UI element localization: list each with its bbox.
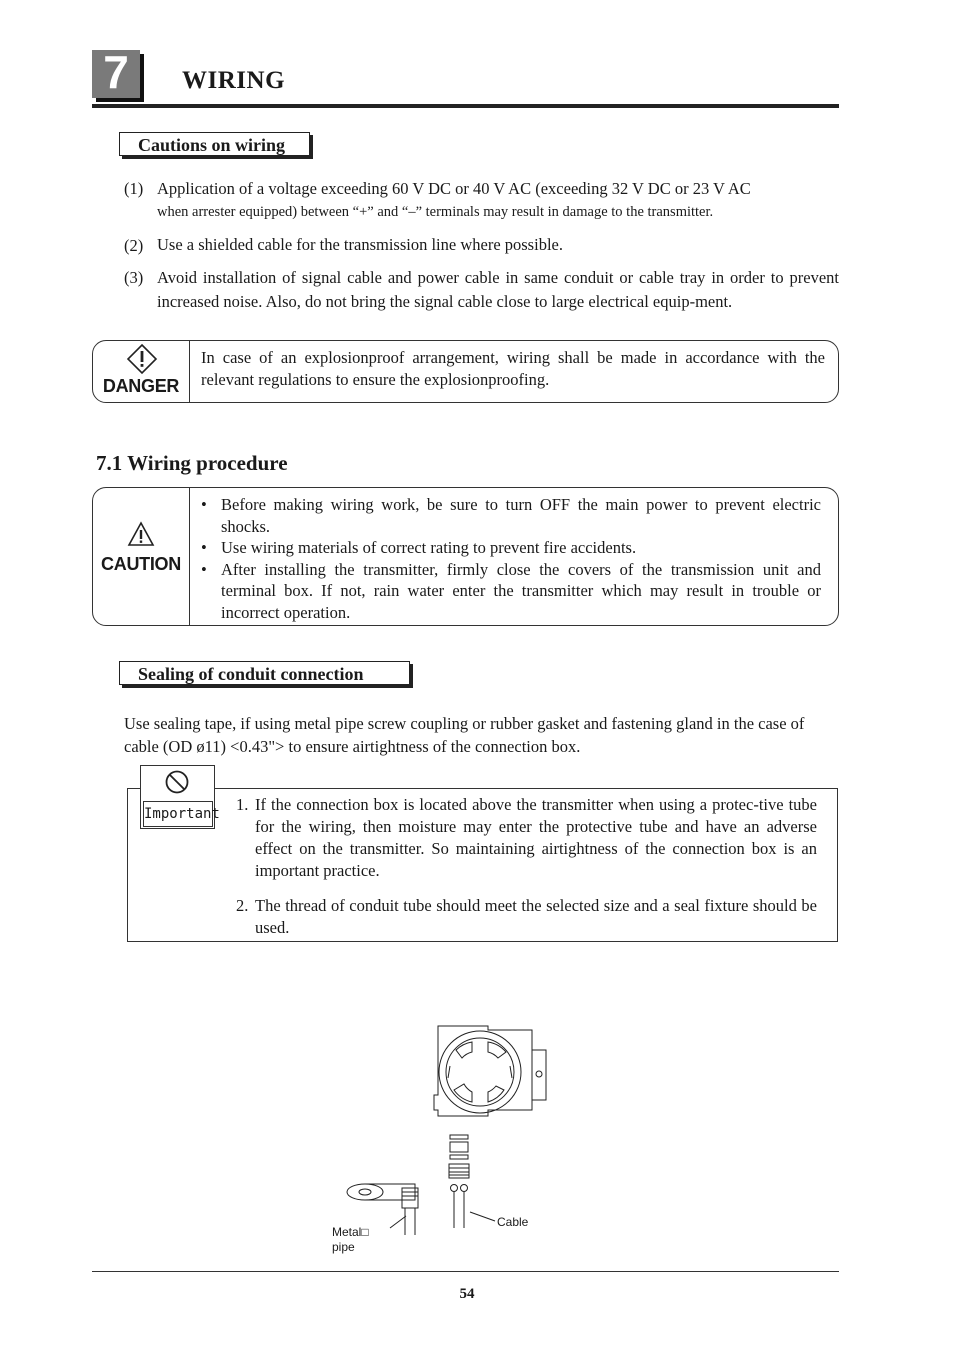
list-item-text: Avoid installation of signal cable and power cable in same conduit or cable tray in order to prevent increased noise. Also, do not bring the signal cable close to large electrical equip-ment. — [157, 268, 839, 311]
list-item-number: (2) — [124, 236, 144, 255]
list-item-number: (3) — [124, 268, 144, 287]
danger-text: In case of an explosionproof arrangement, wiring shall be made in accordance with the relevant regulations to ensure the explosionproofing. — [201, 348, 825, 389]
metal-pipe-label: Metal□ — [332, 1225, 369, 1239]
caution-divider — [189, 488, 190, 625]
header-rule — [92, 104, 839, 108]
important-label: Important — [143, 801, 213, 827]
sealing-paragraph: Use sealing tape, if using metal pipe screw coupling or rubber gasket and fastening gland in the case of cable (OD ø11) <0.43"> to ensure airtightness of the connection box. — [124, 714, 805, 756]
important-list — [236, 794, 817, 939]
cautions-heading: Cautions on wiring — [119, 132, 310, 156]
metal-pipe-label-2: pipe — [332, 1240, 355, 1254]
important-item: 2. The thread of conduit tube should meet the selected size and a seal fixture should be used. — [236, 896, 817, 937]
page-number: 54 — [459, 1286, 475, 1302]
caution-bullet: • Use wiring materials of correct rating to prevent fire accidents. — [201, 538, 637, 557]
chapter-number: 7 — [103, 46, 129, 98]
list-item-text: Application of a voltage exceeding 60 V DC or 40 V AC (exceeding 32 V DC or 23 V AC — [157, 179, 751, 198]
danger-label: DANGER — [102, 376, 180, 396]
list-item-text: Use a shielded cable for the transmission line where possible. — [157, 235, 563, 254]
sealing-heading: Sealing of conduit connection — [119, 661, 410, 685]
caution-bullet: • After installing the transmitter, firmly close the covers of the transmission unit and terminal box. If not, rain water enter the transmitter which may result in trouble or incorrect operation. — [201, 559, 821, 622]
caution-bullets — [201, 494, 821, 623]
chapter-title: WIRING — [182, 67, 286, 94]
danger-diamond-icon — [126, 343, 158, 380]
list-item-number: (1) — [124, 179, 144, 198]
danger-divider — [189, 341, 190, 402]
list-item-text: when arrester equipped) between “+” and “–” terminals may result in damage to the transmitter. — [157, 204, 714, 220]
important-item: 1. If the connection box is located above the transmitter when using a protec-tive tube for the wiring, then moisture may enter the protective tube and have an adverse effect on the transmitter. So maintaining airtightness of the connection box is an important practice. — [236, 795, 817, 880]
footer-rule — [92, 1271, 839, 1272]
caution-bullet: • Before making wiring work, be sure to turn OFF the main power to prevent electric shocks. — [201, 495, 821, 536]
section-title: 7.1 Wiring procedure — [96, 451, 288, 475]
cable-label: Cable — [497, 1215, 529, 1229]
caution-label: CAUTION — [101, 554, 181, 574]
caution-triangle-icon — [127, 521, 155, 552]
prohibited-icon — [164, 769, 190, 800]
